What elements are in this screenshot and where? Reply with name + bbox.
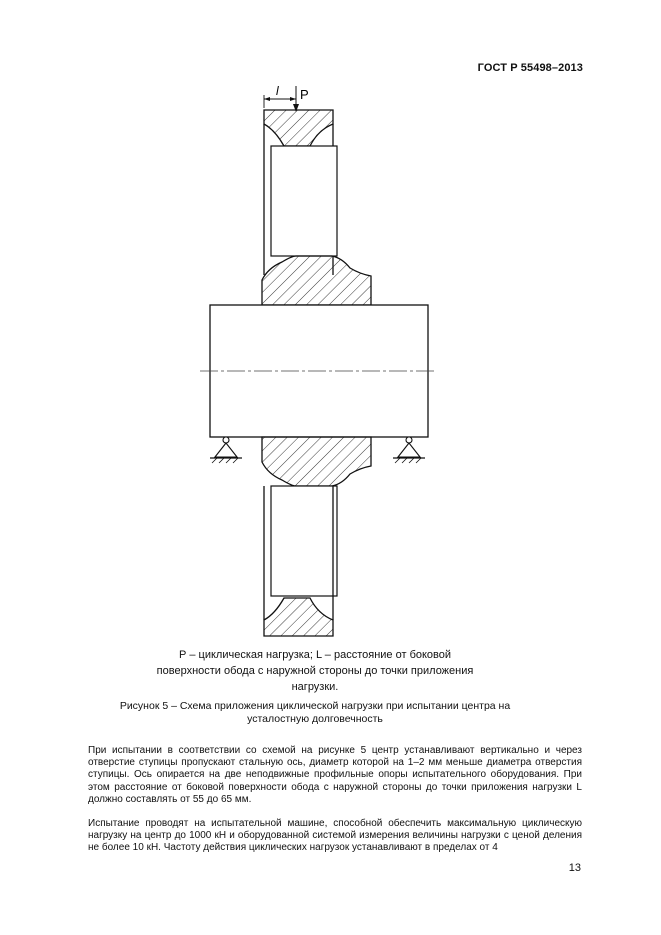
dimension-arrow-left [264,97,270,101]
lower-web-center [271,486,337,596]
lower-rim [264,598,333,636]
load-annotation [264,84,309,112]
document-code: ГОСТ Р 55498–2013 [477,62,583,74]
upper-hub [262,256,371,305]
figure-legend: Р – циклическая нагрузка; L – расстояние от боковой поверхности обода с наружной стороны до точки приложения нагрузки. [156,649,474,693]
body-paragraph-2: Испытание проводят на испытательной машине, способной обеспечить максимальную циклическую нагрузку на центр до 1000 кН и оборудованной системой измерения величины нагрузки с ценой деления не более 10 кН. Частоту действия циклических нагрузок устанавливают в пределах от 4 [88,818,582,854]
upper-rim [264,110,333,146]
axle [200,305,436,437]
right-support [393,437,425,463]
lower-hub [262,437,371,486]
label-p: P [300,87,309,102]
body-paragraph-1: При испытании в соответствии со схемой на рисунке 5 центр устанавливают вертикально и через отверстие ступицы пропускают стальную ось, диаметр которой на 1–2 мм меньше диаметра отверстия ступицы. Ось опирается на две неподвижные профильные опоры испытательного оборудования. При этом расстояние от боковой поверхности обода с наружной стороны до точки приложения нагрузки L должно составлять от 55 до 65 мм. [88,745,582,805]
label-l: l [276,84,279,98]
upper-section [262,110,371,305]
figure-caption: Рисунок 5 – Схема приложения циклической нагрузки при испытании центра на усталостную долговечность [119,700,511,725]
left-support [210,437,242,463]
upper-web-center [271,146,337,256]
page-number: 13 [568,862,581,874]
lower-section [262,437,371,636]
dimension-arrow-right [290,97,296,101]
